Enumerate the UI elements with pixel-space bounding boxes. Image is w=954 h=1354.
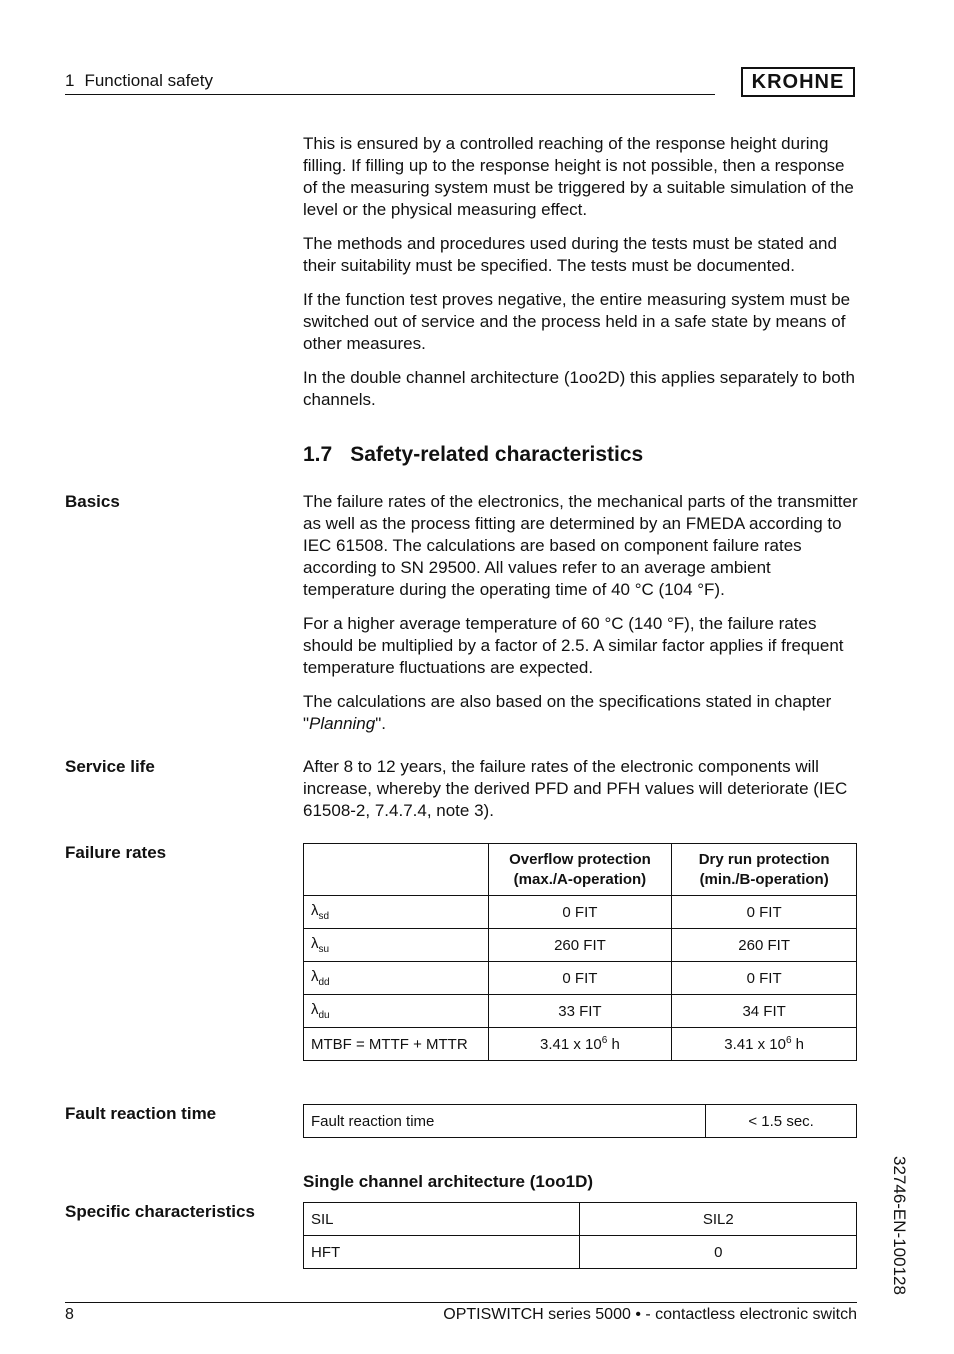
intro-paragraph: In the double channel architecture (1oo2D) this applies separately to both channels. bbox=[303, 368, 855, 409]
document-id: 32746-EN-100128 bbox=[890, 1156, 909, 1295]
fault-reaction-value: < 1.5 sec. bbox=[706, 1105, 857, 1138]
table-row bbox=[304, 1105, 857, 1138]
footer-rule bbox=[65, 1302, 857, 1303]
overflow-value: 260 FIT bbox=[488, 929, 672, 962]
service-life-paragraph: After 8 to 12 years, the failure rates of the electronic components will increase, whereby the derived PFD and PFH values will deteriorate (IEC 61508-2, 7.4.7.4, note 3). bbox=[303, 757, 848, 820]
table-row bbox=[304, 962, 857, 995]
table-row bbox=[304, 896, 857, 929]
sil-label: SIL bbox=[304, 1203, 580, 1236]
basics-planning-paragraph bbox=[303, 691, 859, 735]
failure-rates-label: Failure rates bbox=[65, 843, 167, 862]
table-row bbox=[304, 929, 857, 962]
section-title: Safety-related characteristics bbox=[350, 443, 644, 466]
krohne-logo: KROHNE bbox=[741, 67, 855, 97]
failure-rates-table bbox=[303, 843, 857, 1061]
mtbf-dryrun-value: 3.41 x $10^6$ h bbox=[672, 1028, 857, 1061]
header-rule bbox=[65, 94, 715, 95]
fault-reaction-cell-label: Fault reaction time bbox=[304, 1105, 706, 1138]
sil-value: SIL2 bbox=[580, 1203, 857, 1236]
fault-reaction-table bbox=[303, 1104, 857, 1138]
section-heading bbox=[303, 443, 643, 467]
intro-paragraph: If the function test proves negative, the entire measuring system must be switched out of service and the process held in a safe state by means of other measures. bbox=[303, 290, 851, 353]
intro-text bbox=[303, 133, 859, 411]
running-header bbox=[65, 71, 213, 91]
table-row bbox=[304, 1203, 857, 1236]
mtbf-overflow-value: 3.41 x $10^6$ h bbox=[488, 1028, 672, 1061]
lambda-du-cell: $\lambda_{du}$ bbox=[304, 995, 489, 1028]
table-row bbox=[304, 1236, 857, 1269]
planning-suffix: ". bbox=[375, 714, 386, 733]
planning-reference: Planning bbox=[309, 714, 376, 733]
page-number: 8 bbox=[65, 1306, 74, 1323]
basics-text bbox=[303, 491, 859, 735]
table-header-overflow: Overflow protection (max./A-operation) bbox=[488, 844, 672, 896]
specific-characteristics-label: Specific characteristics bbox=[65, 1202, 255, 1221]
table-header-empty bbox=[304, 844, 489, 896]
intro-paragraph: The methods and procedures used during the tests must be stated and their suitability must be specified. The tests must be documented. bbox=[303, 234, 837, 275]
footer-title: OPTISWITCH series 5000 • - contactless electronic switch bbox=[443, 1306, 857, 1323]
lambda-sd-cell: $\lambda_{sd}$ bbox=[304, 896, 489, 929]
basics-label: Basics bbox=[65, 492, 120, 511]
architecture-heading: Single channel architecture (1oo1D) bbox=[303, 1172, 594, 1191]
sil-table bbox=[303, 1202, 857, 1269]
overflow-value: 0 FIT bbox=[488, 896, 672, 929]
table-header-row bbox=[304, 844, 857, 896]
table-row bbox=[304, 1028, 857, 1061]
lambda-dd-cell: $\lambda_{dd}$ bbox=[304, 962, 489, 995]
service-life-text bbox=[303, 756, 859, 822]
basics-paragraph: The failure rates of the electronics, the mechanical parts of the transmitter as well as the process fitting are determined by an FMEDA according to IEC 61508. The calculations are based on component failure rates according to SN 29500. All values refer to an average ambient temperature during the operating time of 40 °C (104 °F). bbox=[303, 492, 858, 599]
dryrun-value: 0 FIT bbox=[672, 896, 857, 929]
overflow-value: 0 FIT bbox=[488, 962, 672, 995]
mtbf-label: MTBF = MTTF + MTTR bbox=[304, 1028, 489, 1061]
hft-label: HFT bbox=[304, 1236, 580, 1269]
fault-reaction-label: Fault reaction time bbox=[65, 1104, 217, 1123]
header-section-number: 1 bbox=[65, 71, 75, 90]
overflow-value: 33 FIT bbox=[488, 995, 672, 1028]
dryrun-value: 260 FIT bbox=[672, 929, 857, 962]
dryrun-value: 34 FIT bbox=[672, 995, 857, 1028]
dryrun-value: 0 FIT bbox=[672, 962, 857, 995]
table-header-dryrun: Dry run protection (min./B-operation) bbox=[672, 844, 857, 896]
service-life-label: Service life bbox=[65, 757, 155, 776]
hft-value: 0 bbox=[580, 1236, 857, 1269]
header-section-title: Functional safety bbox=[84, 71, 213, 90]
table-row bbox=[304, 995, 857, 1028]
basics-paragraph: For a higher average temperature of 60 °C (140 °F), the failure rates should be multiplied by a factor of 2.5. A similar factor applies if frequent temperature fluctuations are expected. bbox=[303, 614, 844, 677]
section-number: 1.7 bbox=[303, 443, 333, 466]
intro-paragraph: This is ensured by a controlled reaching of the response height during filling. If filling up to the response height is not possible, then a response of the measuring system must be triggered by a suitable simulation of the level or the physical measuring effect. bbox=[303, 134, 854, 219]
planning-prefix: The calculations are also based on the specifications stated in chapter " bbox=[303, 692, 832, 733]
lambda-su-cell: $\lambda_{su}$ bbox=[304, 929, 489, 962]
